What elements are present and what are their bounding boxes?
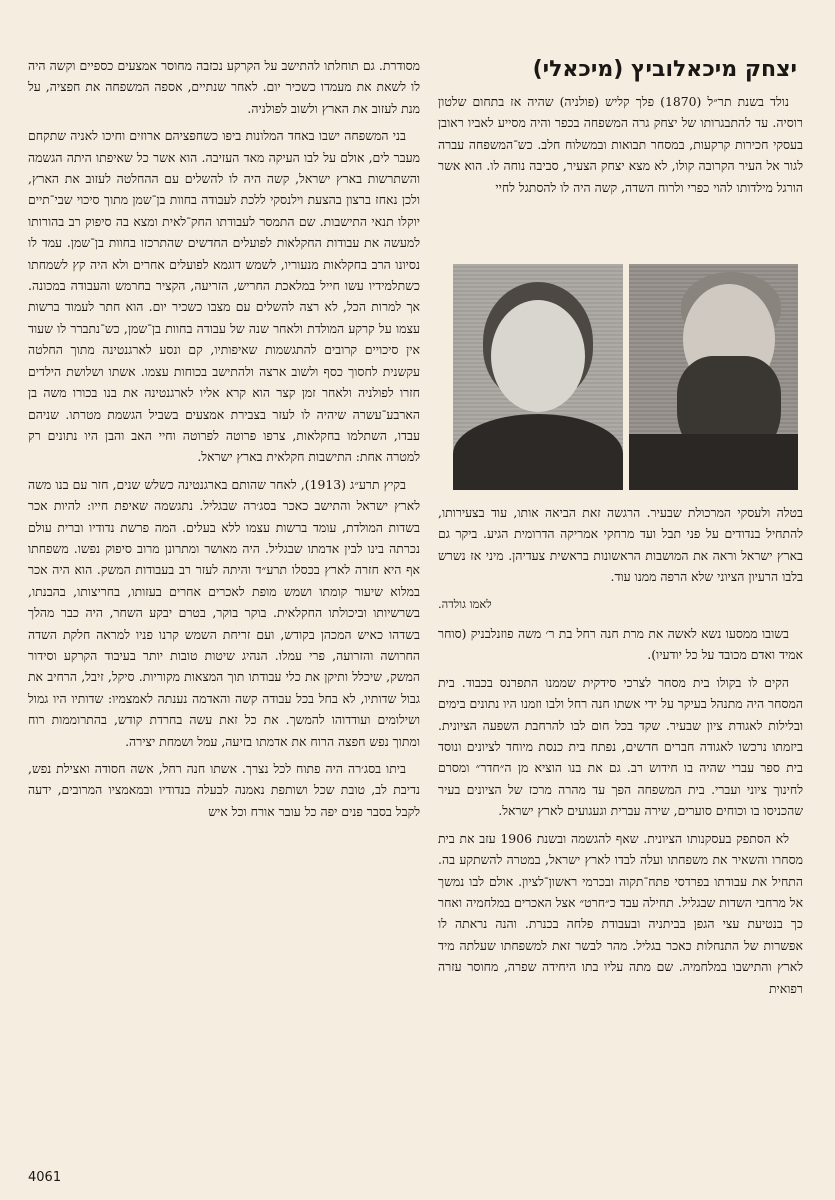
paragraph: בשובו ממסעו נשא לאשה את מרת חנה רחל בת ר׳ משה פוזנלבניק (סוחר אמיד ואדם מכובד על כל יודעיו). — [438, 626, 803, 663]
signoff-text: לאמו גולדה. — [438, 596, 492, 611]
paragraph: בני המשפחה ישבו באחד המלונות ביפו כשחפציהם ארוזים וחיכו לאניה שתקחם מעבר לים, אולם על לבו העיקה מאד העזיבה. הוא אשר כל שאיפתו היתה הגשמה והשתרשות בארץ ישראל, קשה היה לו להשלים עם ההחלטה לעזוב את הארץ, ולכן נאחז ברצון בהצעת וילנסקי ללכת לעבודה בחוות בן־שמן מתוך סיכוי שבי־תיים יוקלו תנאי התישבות. שם התמסר לעבודתו החק־לאית ומצא בה סיפוק רב בהורותו למעשה את עבודות החקלאות לפועלים החדשים שהתרכזו בחוות בן־שמן. עמד לו נסיונו הרב בחקלאות מנעוריו, לשמש דוגמא לפועלים אחרים ולא היה קץ לשמחתו כשתלמידיו עשו חייל במלאכת החריש, הזריעה, הקציר בחרמש והעבודה במכונה. אך למרות הכל, לא רצה להשלים עם מצבו כשכיר יום. הוא חתר לעמוד ברשות עצמו על קרקע המולדת ולאחר שנה של עבודה בחוות בן־שמן, כש־נתברר לו שעוד אין סיכויים קרובים להתגשמות שאיפותיו, קם ונסע לארגנטינה מתוך החלטה עקשנית לחסוך כסף ולשוב ארצה ולהתישב בכוחות עצמו. אשתו ושלושת הילדים חזרו לפולניה ולאחר זמן קצר הוא קרא אליו לארגנטינה את בנו בכורו משה בן הארבע־עשרה שיהיה לו לעזר בצבירת אמצעים בשביל הגשמת מטרתו. שניהם עבדו, השתלמו בחקלאות, צרפו פרוטה לפרוטה וחיי האב והבן היו נתונים רק למטרה אחת: התישבות חקלאית בארץ ישראל. — [28, 128, 420, 465]
paragraph: בקיץ תרע״ג (1913), לאחר שהותם בארגנטינה כשלש שנים, חזר עם בנו משה לארץ ישראל והתישב כאכר בסג׳רה שבגליל. נתגשמה שאיפת חייו: להיות אכר בשדות המולדת, עומד ברשות עצמו ללא בעלים. המה פרשת נדודיו וברית עולם נכרתה בינו לבין אדמתו שבגליל. היה מאושר ומתרונן מרוב סיפוק נפשו. משפחתו אף היא חזרה לארץ בכסלו תרע״ד והיתה לעזר רב בעבודות המשק. הוא היה אכר במלוא שיעור קומתו ושמש מופת לאכרים אחרים בעזותו, בחריצותו, בהבנתו, בשרשיותו וביכולתו החקלאית. בוקר בוקר, בטרם יבקע השחר, היה כבר מהלך בשדהו כאיש המכהן בקודש, ועם זריחת השמש קרנו פניו למראה חלקת השדה החרושה והזרועה, פרי עמלו. הנהיג שיטות טובות יותר בעיבוד הקרקע וסידור המשק, שיכלל ותיקן את כלי עבודתו תוך המצאות מקוריות. סיקל, זיבל, הרחיב את גבול שדותיו, לא בחל בכל עבודה קשה והאדמה נענתה לאמצמיו: שדותיו היו גמול ושילומים ועודדוהו להמשך. את כל זאת עשה בחרדת קודש, בהתרוממות רוח ומתוך נפש חפצה הרוח את אדמתו בזיעה, עמל ושמחת יצירה. — [28, 476, 420, 749]
right-column-lower — [438, 502, 803, 1005]
paragraph: ביתו בסג׳רה היה פתוח לכל נצרך. אשתו חנה רחל, אשה חסודה ואצילת נפש, נדיבת לב, טובת שכל ושותפת נאמנה לבעלה בנדודיו ובמאמציו המרובים, ידעה לקבל בסבר פנים יפה כל עובר אורח וכל איש — [28, 761, 420, 819]
portrait-woman — [453, 264, 623, 490]
article-title: יצחק מיכאלוביץ (מיכאלי) — [532, 57, 797, 82]
paragraph: לא הסתפק בעסקנותו הציונית. שאף להגשמה ובשנת 1906 עזב את בית מסחרו והשאיר את משפחתו ועלה לבדו לארץ ישראל, במטרה להשתקע בה. התחיל את עבודתו בפרדסי פתח־תקוה ובכרמי ראשון־לציון. אולם לבו נמשך אל מרחבי השדות שבגליל. תחילה עבד כ״חרט״ אצל האכרים במלחמיה ואחר כך בנטיעת עצי הגפן בביתניה ובעבודת פלחה בכנרת. והנה נראתה לו אפשרות של התנחלות כאכר בגליל. מהר לבשר זאת למשפחתו שעלתה מיד לארץ והתישבו במלחמיה. שם מתה עליו בתו היחידה שפרה, מחוסר עזרה רפואית — [438, 830, 803, 996]
left-column — [28, 55, 420, 828]
paragraph: הקים לו בקולו בית מסחר לצרכי סידקית שממנו התפרנס בכבוד. בית המסחר היה מתנהל בעיקר על ידי אשתו חנה רחל ולבו וזמנו היו נתונים בימים ובלילות לאגודת ציון שבעיר. שקד בכל חום לבו להרחבת השפעה הציונית. ביזמתו נרכשו לאגודה חברים חדשים, נפתח בית כנסת מיוחד לציונים ונוסד בית ספר עברי שהיה בו חידוש רב. גם את בנו הוציא מן ה״חדר״ ומסרם לחינוך ציוני ועברי. בית המשפחה הפך עד מהרה מרכז של הציונים בעיר שהכניסו בו וכוחים סוערים, שירה עברית וגעגועים לארץ ישראל. — [438, 674, 803, 819]
paragraph: נולד בשנת תר״ל (1870) פלך קליש (פולניה) שהיה אז בתחום שלטון רוסיה. עד להתבגרותו של יצחק גרה המשפחה בכפר והיה מסייע לאביו ראובן בעסקי חכירות קרקעות, במסחר תבואות ובמשלוח חלב. כש־המשפחה עברה לגור אל העיר הקרובה קולו, לא מצא יצחק הצעיר, סביבה נוחה לו. הוא אשר הורגל מילדותו להוי כפרי ולרוח השדה, קשה היה לו להסתגל לחיי — [438, 94, 803, 195]
portrait-man — [629, 264, 799, 490]
paragraph: בטלה ולעסקי המרכולת שבעיר. הרגשה זאת הביאה אותו, עוד בצעירותו, להתחיל בנדודים על פני תבל ועד מרחקי אמריקה הדרומית הגיע. ביקר גם בארץ ישראל וראה את המושבות הראשונות בראשית צעדיהן. מיני אז נשרש בלבו הרעיון הציוני שלא הרפה ממנו עוד. — [438, 505, 803, 585]
paragraph: מסודרת. גם תוחלתו להתישב על הקרקע נכזבה מחוסר אמצעים כספיים וקשה היה לו לשאת את מעמדו כשכיר יום. לאחר שנתיים, אספה המשפחה את חפציה, על מנת לעזוב את הארץ ולשוב לפולניה. — [28, 58, 420, 116]
right-column — [438, 55, 803, 204]
page-number: 4061 — [28, 1170, 62, 1185]
portrait-photo — [453, 264, 798, 490]
